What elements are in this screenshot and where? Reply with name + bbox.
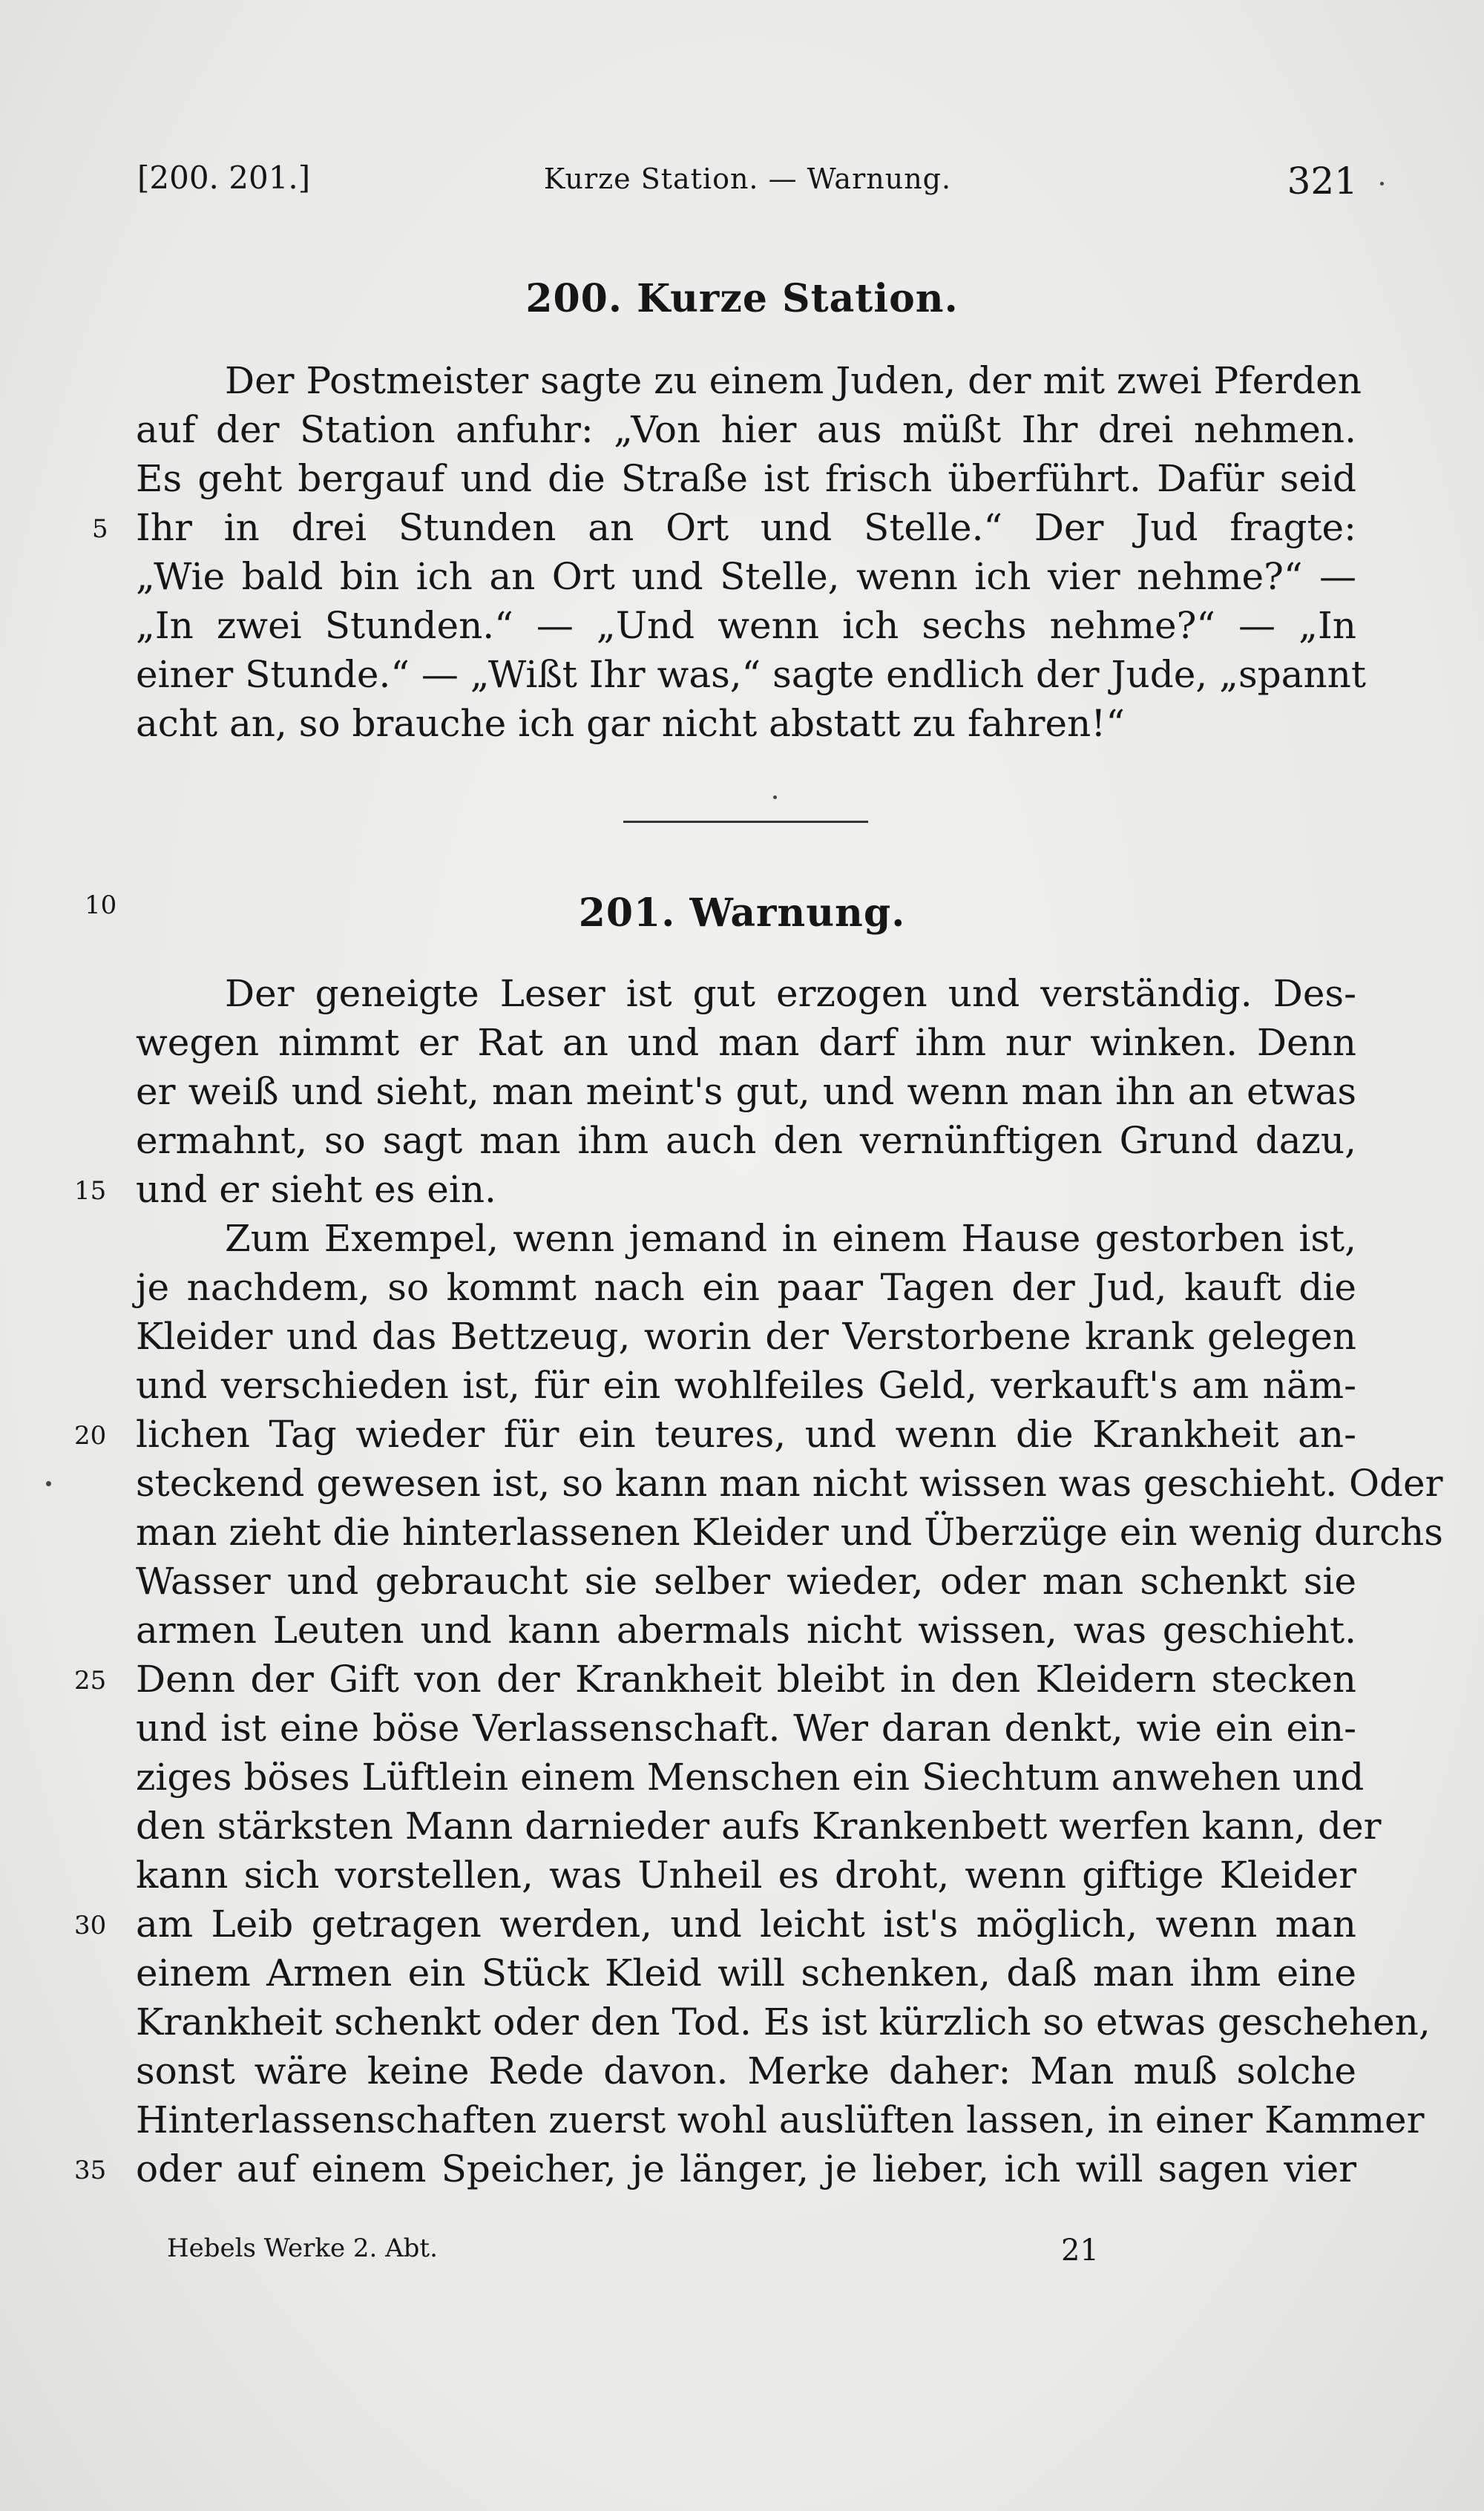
text-line: Ihr in drei Stunden an Ort und Stelle.“ Der Jud fragte: <box>136 506 1356 549</box>
text-line: armen Leuten und kann abermals nicht wissen, was geschieht. <box>136 1609 1356 1652</box>
line-number: 10 <box>85 890 117 920</box>
text-line: einer Stunde.“ — „Wißt Ihr was,“ sagte endlich der Jude, „spannt <box>136 653 1366 696</box>
text-line: Der Postmeister sagte zu einem Juden, der mit zwei Pferden <box>225 359 1362 402</box>
text-line: acht an, so brauche ich gar nicht abstatt zu fahren!“ <box>136 702 1125 745</box>
page-header <box>137 160 1358 204</box>
line-number: 15 <box>74 1176 107 1206</box>
line-number: 35 <box>74 2156 107 2185</box>
text-line: einem Armen ein Stück Kleid will schenken, daß man ihm eine <box>136 1952 1356 1995</box>
signature-number: 21 <box>1061 2233 1099 2268</box>
print-speck <box>773 795 777 799</box>
text-line: Zum Exempel, wenn jemand in einem Hause gestorben ist, <box>225 1217 1356 1260</box>
line-number: 30 <box>74 1911 107 1940</box>
text-line: Kleider und das Bettzeug, worin der Verstorbene krank gelegen <box>136 1315 1356 1358</box>
text-line: er weiß und sieht, man meint's gut, und wenn man ihn an etwas <box>136 1070 1356 1113</box>
text-line: und ist eine böse Verlassenschaft. Wer daran denkt, wie ein ein- <box>136 1707 1356 1750</box>
text-line: am Leib getragen werden, und leicht ist's möglich, wenn man <box>136 1903 1356 1946</box>
text-line: man zieht die hinterlassenen Kleider und Überzüge ein wenig durchs <box>136 1511 1443 1554</box>
text-line: wegen nimmt er Rat an und man darf ihm nur winken. Denn <box>136 1021 1356 1064</box>
story-heading-200: 200. Kurze Station. <box>525 276 959 321</box>
text-line: sonst wäre keine Rede davon. Merke daher: Man muß solche <box>136 2049 1356 2092</box>
text-line: Krankheit schenkt oder den Tod. Es ist kürzlich so etwas geschehen, <box>136 2000 1431 2044</box>
text-line: lichen Tag wieder für ein teures, und wenn die Krankheit an- <box>136 1413 1356 1456</box>
text-line: Es geht bergauf und die Straße ist frisch überführt. Dafür seid <box>136 457 1356 500</box>
print-speck <box>1380 182 1384 186</box>
text-line: je nachdem, so kommt nach ein paar Tagen der Jud, kauft die <box>136 1266 1356 1309</box>
line-number: 20 <box>74 1421 107 1451</box>
signature-mark: Hebels Werke 2. Abt. <box>167 2233 438 2263</box>
text-line: auf der Station anfuhr: „Von hier aus müßt Ihr drei nehmen. <box>136 408 1356 451</box>
line-number: 25 <box>74 1666 107 1696</box>
print-speck <box>46 1481 51 1486</box>
text-line: „In zwei Stunden.“ — „Und wenn ich sechs nehme?“ — „In <box>136 604 1356 647</box>
section-range: [200. 201.] <box>137 160 311 196</box>
text-line: steckend gewesen ist, so kann man nicht wissen was geschieht. Oder <box>136 1462 1443 1505</box>
story-heading-201: 201. Warnung. <box>578 890 906 936</box>
page-number: 321 <box>1287 160 1358 203</box>
line-number: 5 <box>92 514 108 544</box>
text-line: ermahnt, so sagt man ihm auch den vernünftigen Grund dazu, <box>136 1119 1356 1162</box>
text-line: oder auf einem Speicher, je länger, je lieber, ich will sagen vier <box>136 2147 1356 2190</box>
running-title: Kurze Station. — Warnung. <box>543 163 952 195</box>
text-line: Hinterlassenschaften zuerst wohl auslüften lassen, in einer Kammer <box>136 2098 1425 2141</box>
text-line: und er sieht es ein. <box>136 1168 496 1211</box>
text-line: ziges böses Lüftlein einem Menschen ein Siechtum anwehen und <box>136 1756 1365 1799</box>
text-line: Denn der Gift von der Krankheit bleibt in den Kleidern stecken <box>136 1658 1356 1701</box>
section-divider <box>623 821 868 823</box>
text-line: „Wie bald bin ich an Ort und Stelle, wenn ich vier nehme?“ — <box>136 555 1356 598</box>
page-footer <box>167 2233 1243 2271</box>
text-line: Wasser und gebraucht sie selber wieder, oder man schenkt sie <box>136 1560 1356 1603</box>
text-line: den stärksten Mann darnieder aufs Krankenbett werfen kann, der <box>136 1805 1382 1848</box>
text-line: und verschieden ist, für ein wohlfeiles Geld, verkauft's am näm- <box>136 1364 1356 1407</box>
text-line: kann sich vorstellen, was Unheil es droht, wenn giftige Kleider <box>136 1854 1356 1897</box>
text-line: Der geneigte Leser ist gut erzogen und verständig. Des- <box>225 972 1356 1015</box>
